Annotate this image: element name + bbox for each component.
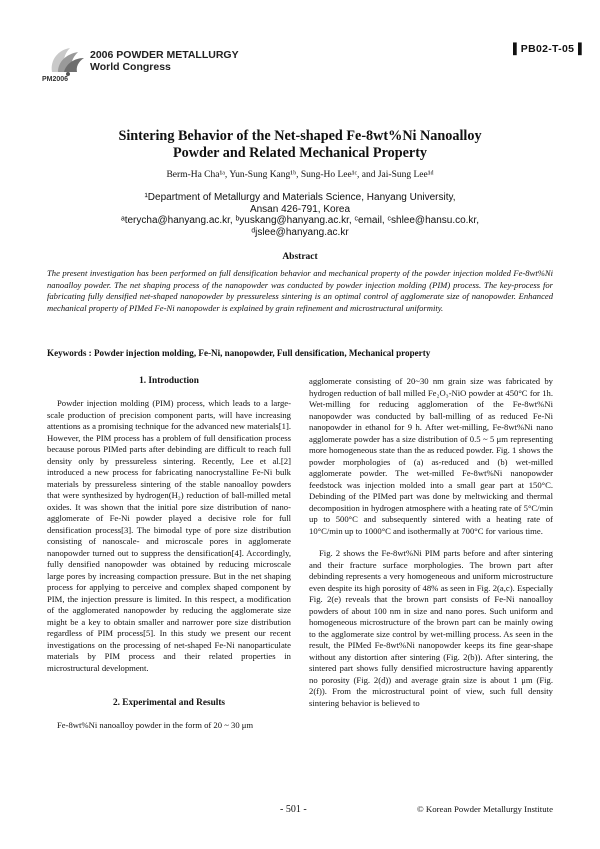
conference-subtitle: World Congress xyxy=(90,61,171,73)
conference-title: 2006 POWDER METALLURGY xyxy=(90,49,239,61)
paragraph: agglomerate consisting of 20~30 nm grain size was fabricated by hydrogen reduction of ball milled Fe₂O₃-NiO powder at 450°C for 1h. Wet-milling for reducing agglomeration of the Fe-8wt%Ni nanopowder was conducted by ball-milling of as reduced Fe-Ni nanopowder in ethanol for 9 h. After wet-milling, Fe-8wt%Ni nano agglomerate powder has a size distribution of 0.5 ~ 5 μm representing more homogeneous state than the as reduced powder. Fig. 1 shows the powder morphologies of (a) as-reduced and (b) wet-milled agglomerate powder. The wet-milled Fe-8wt%Ni nanopowder feedstock was injection molded into a small gear part at 150°C. Debinding of the PIMed part was done by meltwicking and thermal decomposition in hydrogen atmosphere with a heating rate of 5°C/min up to 500°C and subsequently sintered with a heating rate of 10°C/min up to 1000°C and isothermally at 700°C for various time. xyxy=(309,376,553,536)
abstract-heading: Abstract xyxy=(282,252,318,262)
authors: Berm-Ha Cha¹ᵃ, Yun-Sung Kang¹ᵇ, Sung-Ho Lee¹ᶜ, and Jai-Sung Lee¹ᵈ xyxy=(166,170,434,180)
logo-text: PM2006 xyxy=(42,76,69,83)
paper-code xyxy=(513,43,582,55)
section-heading: 2. Experimental and Results xyxy=(112,698,226,708)
paragraph: Fig. 2 shows the Fe-8wt%Ni PIM parts before and after sintering and their fracture surface morphologies. The brown part after debinding represents a very homogeneous and uniform microstructure even despite its high porosity of 48% as seen in Fig. 2(a,c). Especially Fig. 2(e) reveals that the brown part consists of Fe-Ni nanoalloy powders of about 100 nm in size and nano pores. Such uniform and homogeneous microstructure of the brown part can be mainly owing to the agglomerate size control by wet-milling process. As seen in the result, the PIMed Fe-8wt%Ni nanopowder keeps its fine gear-shape without any distortion after sintering (Fig. 2(b)). After sintering, the sintered part shows fully densified microstructure having apparently no porosity (Fig. 2(d)) and average grain size is about 1 μm (Fig. 2(f)). From the microstructural point of view, such full density sintering behavior is believed to xyxy=(309,548,553,708)
paragraph: Powder injection molding (PIM) process, which leads to a large-scale production of precision component parts, will have increasing attentions as a promising technique for the advanced new materials[1]. However, the PIM process has a problem of full densification process because porous PIMed parts after debinding are difficult to reach full density only by pressureless sintering. Recently, Lee et al.[2] introduced a new process for fabricating nanocrystalline Fe-Ni bulk materials by pressureless sintering of the stable nanoalloy powders that were synthesized by hydrogen(H₂) reduction of ball-milled metal oxides. It was shown that the initial pore size distribution of nano-agglomerate of Fe-Ni powder played a decisive role for full densification process[3]. The bimodal type of pore size distribution consisting of nanoscale- and microscale pores in agglomerate nanopowder turned out to suppress the densification[4]. Accordingly, fully densified nanopowder was obtained by reducing microscale large pores by increasing compaction pressure. But in the net shaping process for applying to perceive and complex shaped component by PIM, the injection pressure is limited. In this respect, a modification of the agglomerated nanopowder by reducing the agglomerate size might be a key to obtain smaller and narrower pore size distribution regardless of PIM process[5]. In this study we present our recent investigations on the processing of net-shaped Fe-Ni nanoparticulate materials by PIM process and their related properties in microstructural development. xyxy=(47,398,291,673)
affiliation-line: ᵈjslee@hanyang.ac.kr xyxy=(251,226,349,238)
affiliation-line: ᵃterycha@hanyang.ac.kr, ᵇyuskang@hanyang.ac.kr, ᶜemail, ᶜshlee@hansu.co.kr, xyxy=(121,215,479,226)
page-number: - 501 - xyxy=(280,804,307,815)
title-line: Powder and Related Mechanical Property xyxy=(172,145,428,161)
paper-code-label: PB02-T-05 xyxy=(520,43,575,55)
column-left xyxy=(47,376,291,732)
code-bar-icon: ▐ xyxy=(574,43,582,55)
affiliation-line: Ansan 426-791, Korea xyxy=(249,203,351,215)
affiliation xyxy=(40,192,560,238)
column-right xyxy=(309,376,553,709)
copyright: © Korean Powder Metallurgy Institute xyxy=(416,804,553,814)
affiliation-line: ¹Department of Metallurgy and Materials Science, Hanyang University, xyxy=(144,192,456,203)
section-heading: 1. Introduction xyxy=(139,376,199,386)
code-bar-icon: ▌ xyxy=(513,43,521,55)
abstract-text: The present investigation has been performed on full densification behavior and mechanical property of the powder injection molded Fe-8wt%Ni nanoalloy powder. The net shaping process of the nanopowder was conducted by powder injection molding (PIM) process. The key-process for fabricating fully densified net-shaped nanopowder by pressureless sintering is an optimal control of agglomerate size of nanopowder. Enhanced mechanical property of PIMed Fe-Ni nanopowder is explained by grain refinement and microstructural uniformity. xyxy=(47,268,553,313)
paragraph: Fe-8wt%Ni nanoalloy powder in the form of 20 ~ 30 μm xyxy=(57,720,254,730)
paper-title xyxy=(60,128,540,162)
keywords: Keywords : Powder injection molding, Fe-Ni, nanopowder, Full densification, Mechanical property xyxy=(47,348,431,358)
title-line: Sintering Behavior of the Net-shaped Fe-8wt%Ni Nanoalloy xyxy=(118,128,482,144)
